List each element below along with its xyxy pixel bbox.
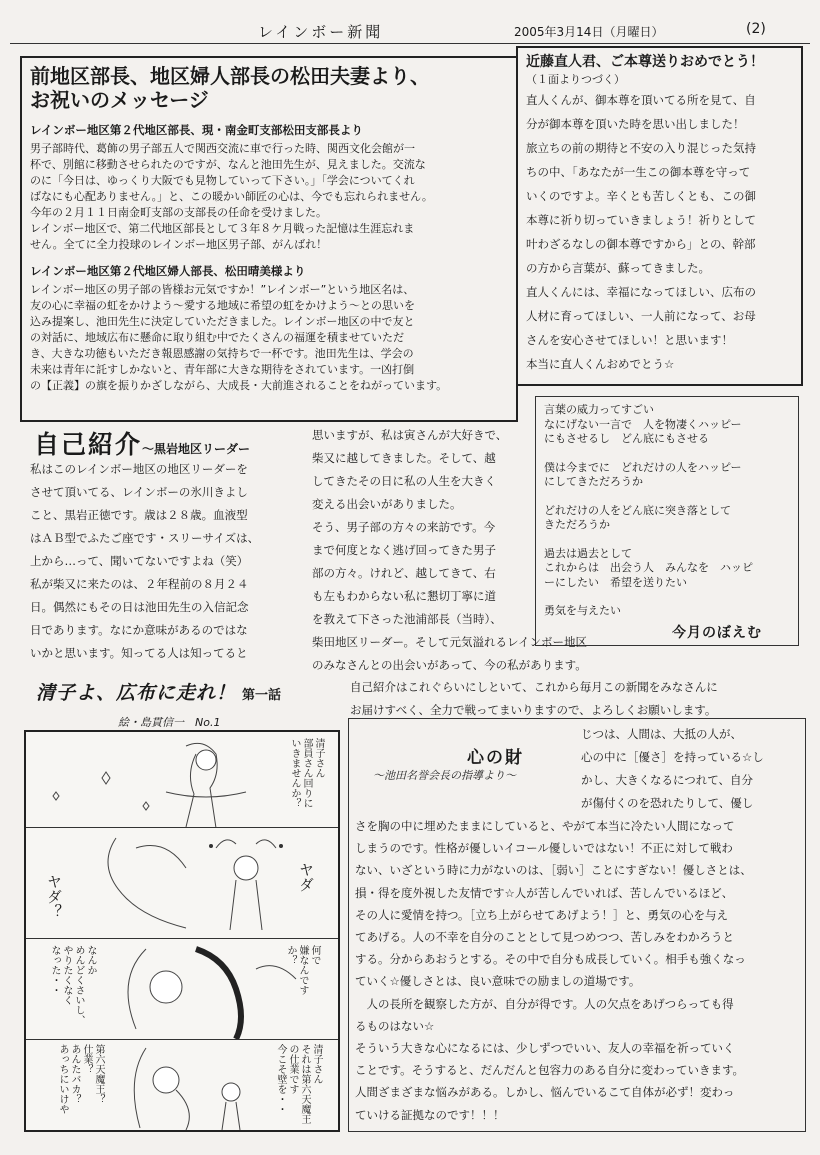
text-line: 損・得を度外視した友情です☆人が苦しんでいれば、苦しんでいるほど、 xyxy=(355,885,734,900)
gohonzon-body xyxy=(526,88,793,376)
text-line: の対話に、地域広布に懸命に取り組む中でたくさんの福運を積ませていただ xyxy=(30,331,404,344)
intro-closing xyxy=(350,676,810,722)
text-line: 心の中に［優さ］を持っている☆し xyxy=(581,750,764,764)
poem-stanza xyxy=(544,547,790,591)
speech-bubble-right: 清子さん それは第六天魔王 の仕業です 今こそ壁を・・ xyxy=(275,1044,322,1124)
text-line: はＡＢ型でふたご座です・スリーサイズは、 xyxy=(30,531,260,545)
poem-body xyxy=(544,403,790,619)
text-line: いかと思います。知ってる人は知ってると xyxy=(30,646,248,660)
section1-heading: レインボー地区第２代地区部長、現・南金町支部松田支部長より xyxy=(30,123,363,137)
text-line: せん。全てに全力投球のレインボー地区男子部、がんばれ！ xyxy=(30,238,328,251)
text-line: 旅立ちの前の期待と不安の入り混じった気持 xyxy=(526,141,756,155)
text-line: 部の方々。けれど、越してきて、右 xyxy=(312,566,496,580)
issue-date: 2005年3月14日（月曜日） xyxy=(514,25,664,39)
poem-line: にもさせるし どん底にもさせる xyxy=(544,432,709,445)
message-article xyxy=(20,56,518,422)
text-line: まで何度となく逃げ回ってきた男子 xyxy=(312,543,496,557)
treasure-article xyxy=(348,718,806,1132)
poem-line: 過去は過去として xyxy=(544,546,632,560)
poem-line: 言葉の威力ってすごい xyxy=(544,403,654,416)
text-line: 日。偶然にもその日は池田先生の入信記念 xyxy=(30,600,249,614)
text-line: 人の長所を観察した方が、自分が得です。人の欠点をあげつらっても得 xyxy=(355,996,734,1011)
text-line: さを胸の中に埋めたままにしていると、やがて本当に冷たい人間になって xyxy=(355,819,735,833)
section2-body xyxy=(30,282,508,394)
intro-title-block xyxy=(34,425,250,461)
text-line: 日であります。なにか意味があるのではな xyxy=(30,623,248,637)
speech-bubble-1: 清子さん 部員さん回りに いきませんか？ xyxy=(289,738,324,808)
text-line: ことです。そうすると、だんだんと包容力のある自分に変わっていきます。 xyxy=(355,1063,745,1078)
text-line: 人材に育ってほしい、一人前になって、お母 xyxy=(526,309,756,323)
manga-panel-4 xyxy=(26,1040,338,1132)
text-line: 上から…って、聞いてないですよね（笑） xyxy=(30,554,249,568)
text-line: じつは、人間は、大抵の人が、 xyxy=(581,727,742,741)
text-line: 私はこのレインボー地区の地区リーダーを xyxy=(30,462,248,476)
poem-line: ーにしたい 希望を送りたい xyxy=(544,575,687,589)
text-line: 込み提案し、池田先生に決定していただきました。レインボー地区の中で友と xyxy=(30,315,415,328)
poem-line: きただろうか xyxy=(544,518,610,531)
text-line: こと、黒岩正徳です。歳は２８歳。血液型 xyxy=(30,508,248,522)
speech-bubble-right: 何で 嫌なんです か？ xyxy=(285,945,320,995)
text-line: 本当に直人くんおめでとう☆ xyxy=(526,357,675,371)
text-line: 変える出会いがありました。 xyxy=(312,497,462,511)
text-line: かし、大きくなるにつれて、自分 xyxy=(581,773,754,787)
text-line: ていく☆優しさとは、良い意味での励ましの道場です。 xyxy=(355,974,641,989)
text-line: ちの中、「あなたが一生この御本尊を守って xyxy=(526,165,751,179)
poem-line: 僕は今までに どれだけの人をハッピー xyxy=(544,460,742,474)
treasure-title: 心の財 xyxy=(467,748,524,768)
text-line: お届けすべく、全力で戦ってまいりますので、よろしくお願いします。 xyxy=(350,703,717,717)
text-line: その人に愛情を持つ。［立ち上がらせてあげよう！］と、勇気の心を与え xyxy=(355,907,728,922)
text-line: るものはない☆ xyxy=(355,1018,435,1033)
manga-episode: 第一話 xyxy=(242,688,282,703)
text-line: 柴田地区リーダー。そして元気溢れるレインボー地区 xyxy=(312,635,587,649)
treasure-subtitle: ～池田名誉会長の指導より～ xyxy=(373,769,516,782)
message-title-line1: 前地区部長、地区婦人部長の松田夫妻より、 xyxy=(30,64,430,88)
text-line: 今年の２月１１日南金町支部の支部長の任命を受けました。 xyxy=(30,206,327,219)
text-line: レインボー地区で、第二代地区部長として３年８ケ月戦った記憶は生涯忘れま xyxy=(30,222,415,235)
masthead xyxy=(10,18,810,44)
text-line: も左もわからない私に懇切丁寧に道 xyxy=(312,589,496,603)
text-line: させて頂いてる、レインボーの氷川きよし xyxy=(30,485,248,499)
text-line: の【正義】の旗を振りかざしながら、大成長・大前進されることをねがっています。 xyxy=(30,379,448,392)
manga-panel-1 xyxy=(26,732,338,828)
continued-note: （１面よりつづく） xyxy=(526,73,625,86)
gohonzon-title: 近藤直人君、ご本尊送りおめでとう！ xyxy=(526,54,764,70)
poem-stanza xyxy=(544,604,790,619)
poem-stanza xyxy=(544,461,790,490)
treasure-head xyxy=(581,723,803,815)
text-line: いくのですよ。辛くとも苦しくとも、この御 xyxy=(526,189,756,203)
poem-stanza xyxy=(544,504,790,533)
poem-line: なにげない一言で 人を物凄くハッピー xyxy=(544,417,742,431)
intro-subtitle: ～黒岩地区リーダー xyxy=(142,442,251,456)
manga-panel-3 xyxy=(26,939,338,1040)
text-line: が傷付くのを恐れたりして、優し xyxy=(581,796,754,810)
treasure-body xyxy=(355,815,805,1126)
text-line: さんを安心させてほしい！と思います！ xyxy=(526,333,733,347)
poem-line: にしてきただろうか xyxy=(544,475,643,488)
text-line: のみなさんとの出会いがあって、今の私があります。 xyxy=(312,658,587,672)
speech-yada-right: ヤダ xyxy=(297,862,315,892)
text-line: てあげる。人の不幸を自分のこととして見つめつつ、苦しみをわかろうと xyxy=(355,930,735,945)
poem-line: 勇気を与えたい xyxy=(544,604,621,617)
speech-bubble-left: なんか めんどくさいし、 やりたくなく なった・・ xyxy=(49,945,96,1025)
text-line: 叶わざるなしの御本尊ですから」との、幹部 xyxy=(526,237,756,251)
text-line: しまうのです。性格が優しいイコール優しいではない！不正に対して戦わ xyxy=(355,841,733,856)
manga-panel-2 xyxy=(26,828,338,939)
newspaper-title: レインボー新聞 xyxy=(258,23,384,41)
text-line: き、大きな功徳もいただき報恩感謝の気持ちで一杯です。池田先生は、学会の xyxy=(30,347,414,360)
poem-caption: 今月のぼえむ xyxy=(668,622,766,642)
text-line: 私が柴又に来たのは、２年程前の８月２４ xyxy=(30,577,249,591)
page-number: (2) xyxy=(746,21,766,37)
text-line: のに「今日は、ゆっくり大阪でも見物していって下さい。」「学会についてくれ xyxy=(30,174,415,187)
text-line: 男子部時代、葛飾の男子部五人で関西交流に車で行った時、関西文化会館が一 xyxy=(30,142,415,155)
manga-credit: 絵・島貫信一 No.1 xyxy=(118,716,221,729)
text-line: 人間ざまざまな悩みがある。しかし、悩んでいるこて自体が必ず！変わっ xyxy=(355,1085,735,1100)
poem-box xyxy=(535,396,799,646)
character-illustration xyxy=(26,828,338,938)
text-line: 友の心に幸福の虹をかけよう～愛する地域に希望の虹をかけよう～との思いを xyxy=(30,299,415,312)
section2-heading: レインボー地区第２代地区婦人部長、松田晴美様より xyxy=(30,264,306,278)
manga-strip xyxy=(24,730,340,1132)
speech-yada-left: ヤダ？ xyxy=(45,874,63,919)
text-line: ていける証拠なのです！！！ xyxy=(355,1107,505,1122)
poem-stanza xyxy=(544,403,790,447)
text-line: 柴又に越してきました。そして、越 xyxy=(312,451,496,465)
text-line: そう、男子部の方々の来訪です。今 xyxy=(312,520,496,534)
text-line: の方から言葉が、蘇ってきました。 xyxy=(526,261,710,275)
text-line: そういう大きな心になるには、少しずつでいい、友人の幸福を祈っていく xyxy=(355,1041,735,1056)
speech-bubble-left: 第六天魔王？ 仕業？ あんたバカ？ あっちにいけや xyxy=(57,1044,104,1114)
section1-body xyxy=(30,141,508,253)
text-line: 杯で、別館に移動させられたのですが、なんと池田先生が、見えました。交流な xyxy=(30,158,426,171)
poem-line: どれだけの人をどん底に突き落として xyxy=(544,503,731,517)
gohonzon-article xyxy=(516,46,803,386)
text-line: ない、いざという時に力がないのは、［弱い］ことにすぎない！優しさとは、 xyxy=(355,863,752,878)
message-title-line2: お祝いのメッセージ xyxy=(30,88,209,112)
text-line: する。分からあおうとする。その中で自分も成長していく。相手も強くなっ xyxy=(355,952,746,967)
intro-title: 自己紹介 xyxy=(34,430,143,459)
text-line: 思いますが、私は寅さんが大好きで、 xyxy=(312,428,508,442)
text-line: 自己紹介はこれぐらいにしといて、これから毎月この新聞をみなさんに xyxy=(350,680,718,694)
text-line: レインボー地区の男子部の皆様お元気ですか！”レインボー”という地区名は、 xyxy=(30,283,415,296)
text-line: 本尊に祈り切っていきましょう！祈りとして xyxy=(526,213,756,227)
poem-line: これからは 出会う人 みんなを ハッピ xyxy=(544,561,753,574)
text-line: 分が御本尊を頂いた時を思い出しました！ xyxy=(526,117,745,131)
manga-title-block xyxy=(36,678,281,705)
text-line: を教えて下さった池浦部長（当時）、 xyxy=(312,612,502,626)
text-line: 直人くんには、幸福になってほしい、広布の xyxy=(526,285,756,299)
text-line: してきたその日に私の人生を大きく xyxy=(312,474,496,488)
manga-title: 清子よ、広布に走れ！ xyxy=(36,682,237,704)
text-line: ばなにも心配ありません。」と、この暖かい師匠の心は、今でも忘れられません。 xyxy=(30,190,433,203)
text-line: 直人くんが、御本尊を頂いてる所を見て、自 xyxy=(526,93,756,107)
intro-left-column xyxy=(30,458,320,665)
text-line: 未来は青年に託すしかないと、青年部に大きな期待をされています。一凶打倒 xyxy=(30,363,415,376)
